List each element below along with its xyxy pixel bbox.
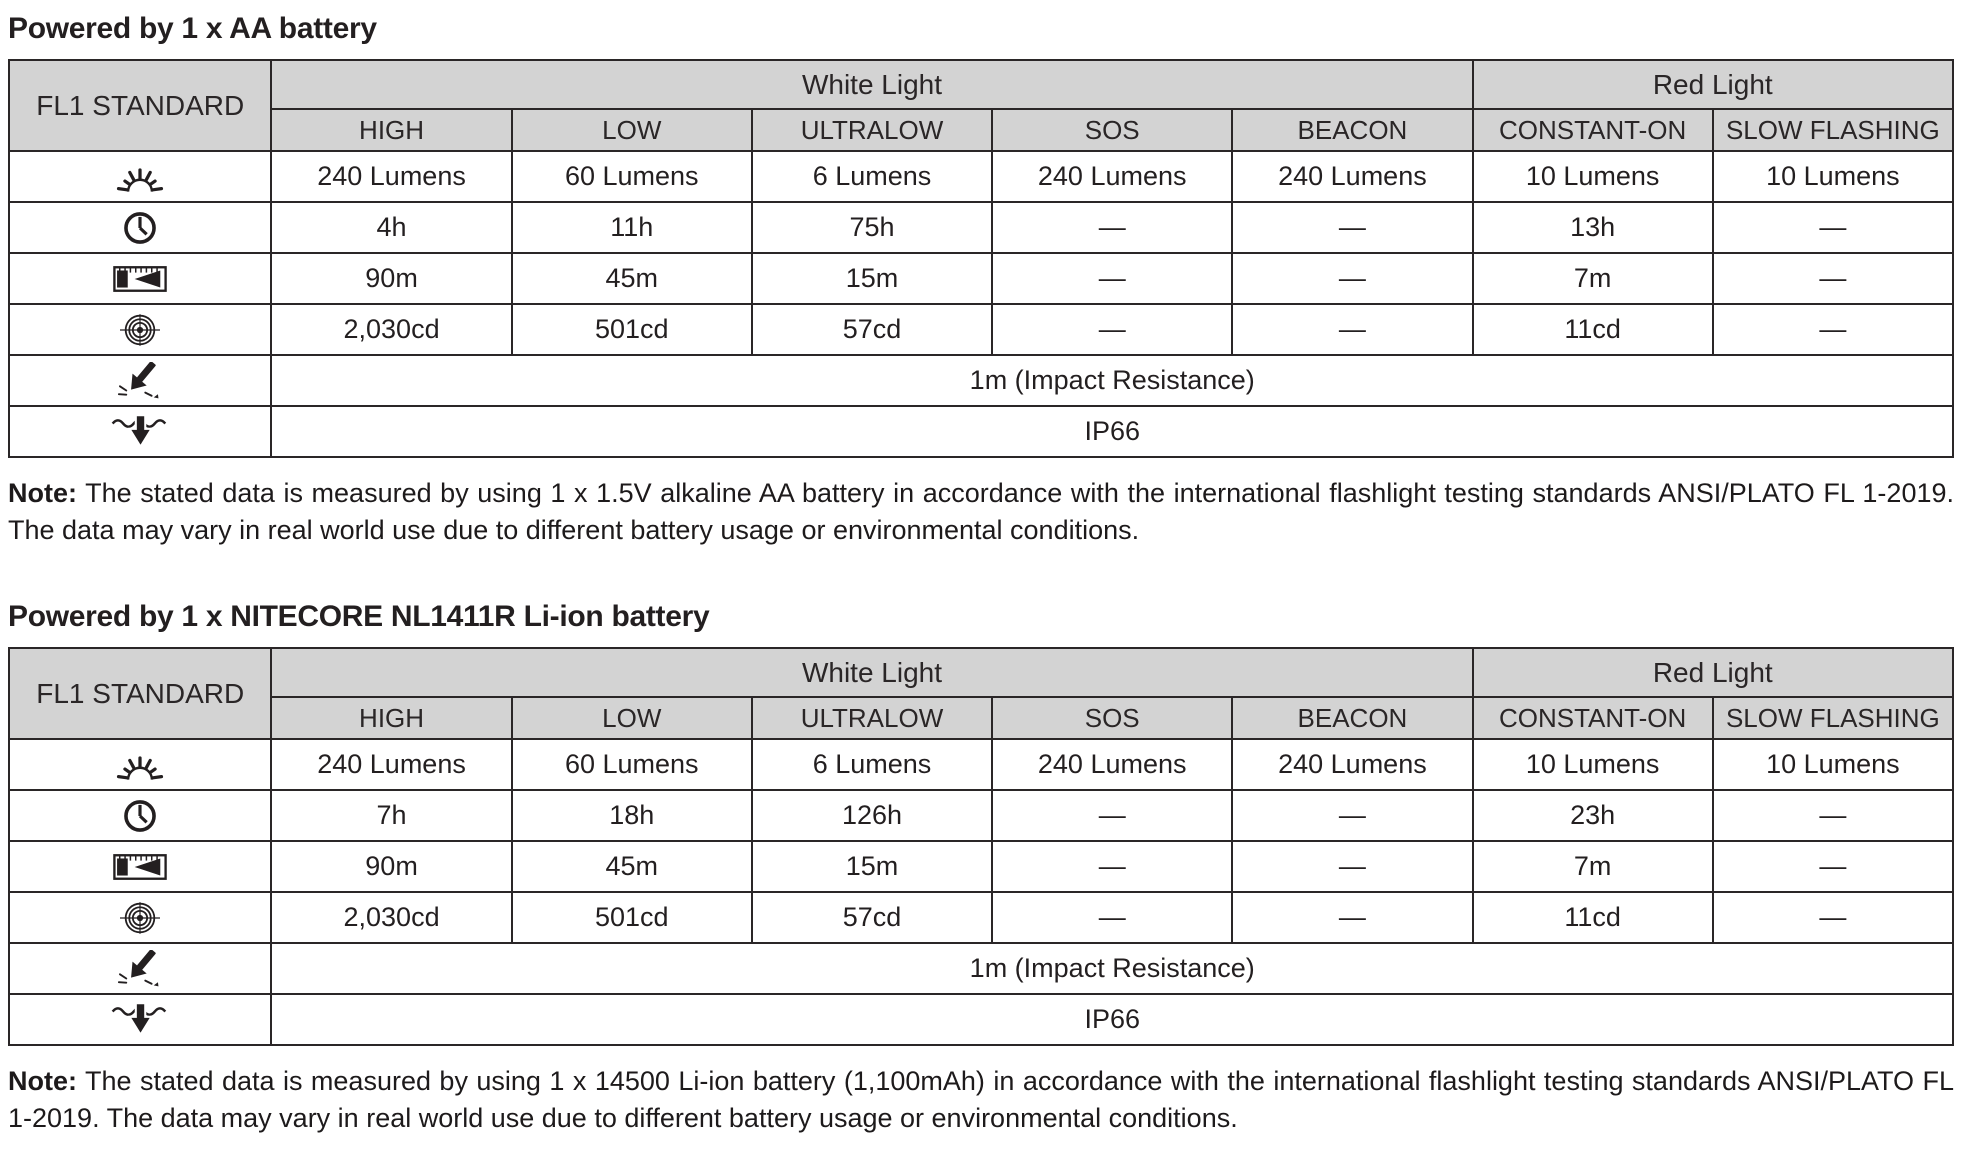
column-header-sos: SOS	[992, 697, 1232, 739]
spec-value-cell: 11h	[512, 202, 752, 253]
spec-value-cell: 7m	[1473, 253, 1713, 304]
footnote	[8, 1063, 1954, 1136]
table-column-header-row	[9, 109, 1953, 151]
beam-intensity-icon	[9, 892, 271, 943]
spec-value-cell: 45m	[512, 841, 752, 892]
runtime-icon	[9, 202, 271, 253]
spec-value-cell: —	[992, 790, 1232, 841]
table-row	[9, 841, 1953, 892]
footnote-label: Note:	[8, 478, 77, 508]
spec-value-cell: —	[1232, 304, 1472, 355]
spec-span-cell: 1m (Impact Resistance)	[271, 943, 1953, 994]
spec-value-cell: 10 Lumens	[1713, 739, 1953, 790]
spec-value-cell: 240 Lumens	[1232, 739, 1472, 790]
spec-value-cell: 2,030cd	[271, 304, 511, 355]
red-light-group-header: Red Light	[1473, 648, 1953, 697]
spec-value-cell: 75h	[752, 202, 992, 253]
column-header-high: HIGH	[271, 109, 511, 151]
table-row	[9, 892, 1953, 943]
spec-value-cell: —	[1713, 202, 1953, 253]
column-header-ultralow: ULTRALOW	[752, 109, 992, 151]
beam-intensity-icon	[9, 304, 271, 355]
table-row	[9, 994, 1953, 1045]
spec-span-cell: 1m (Impact Resistance)	[271, 355, 1953, 406]
spec-value-cell: 13h	[1473, 202, 1713, 253]
spec-value-cell: —	[1232, 841, 1472, 892]
spec-value-cell: 11cd	[1473, 304, 1713, 355]
column-header-beacon: BEACON	[1232, 109, 1472, 151]
waterproof-icon	[9, 994, 271, 1045]
spec-value-cell: —	[992, 841, 1232, 892]
spec-value-cell: 501cd	[512, 892, 752, 943]
waterproof-icon	[9, 406, 271, 457]
table-column-header-row	[9, 697, 1953, 739]
white-light-group-header: White Light	[271, 648, 1472, 697]
spec-value-cell: —	[1713, 790, 1953, 841]
table-row	[9, 355, 1953, 406]
spec-value-cell: 10 Lumens	[1473, 151, 1713, 202]
spec-value-cell: 2,030cd	[271, 892, 511, 943]
spec-value-cell: 60 Lumens	[512, 739, 752, 790]
column-header-low: LOW	[512, 697, 752, 739]
spec-value-cell: —	[992, 253, 1232, 304]
impact-resistance-icon	[9, 355, 271, 406]
runtime-icon	[9, 790, 271, 841]
spec-value-cell: —	[992, 892, 1232, 943]
spec-value-cell: 126h	[752, 790, 992, 841]
beam-distance-icon	[9, 253, 271, 304]
section-title: Powered by 1 x AA battery	[8, 12, 377, 45]
footnote	[8, 475, 1954, 548]
table-group-header-row	[9, 648, 1953, 697]
spec-value-cell: 23h	[1473, 790, 1713, 841]
spec-value-cell: 57cd	[752, 304, 992, 355]
spec-value-cell: —	[1232, 892, 1472, 943]
spec-value-cell: 15m	[752, 841, 992, 892]
red-light-group-header: Red Light	[1473, 60, 1953, 109]
spec-value-cell: —	[992, 202, 1232, 253]
spec-value-cell: 7h	[271, 790, 511, 841]
fl1-standard-corner-cell: FL1 STANDARD	[9, 648, 271, 739]
spec-value-cell: —	[1713, 892, 1953, 943]
spec-value-cell: —	[1232, 790, 1472, 841]
battery-spec-section-nl1411r	[8, 600, 1954, 1136]
column-header-constant-on: CONSTANT-ON	[1473, 697, 1713, 739]
spec-value-cell: 60 Lumens	[512, 151, 752, 202]
spec-value-cell: 240 Lumens	[1232, 151, 1472, 202]
spec-value-cell: 18h	[512, 790, 752, 841]
spec-value-cell: 6 Lumens	[752, 151, 992, 202]
table-row	[9, 739, 1953, 790]
spec-value-cell: 90m	[271, 841, 511, 892]
spec-value-cell: 10 Lumens	[1473, 739, 1713, 790]
column-header-sos: SOS	[992, 109, 1232, 151]
spec-value-cell: —	[1713, 253, 1953, 304]
column-header-constant-on: CONSTANT-ON	[1473, 109, 1713, 151]
table-group-header-row	[9, 60, 1953, 109]
column-header-beacon: BEACON	[1232, 697, 1472, 739]
table-row	[9, 406, 1953, 457]
column-header-slow-flashing: SLOW FLASHING	[1713, 697, 1953, 739]
spec-value-cell: 7m	[1473, 841, 1713, 892]
spec-value-cell: —	[1713, 304, 1953, 355]
spec-value-cell: —	[1232, 202, 1472, 253]
spec-value-cell: 240 Lumens	[992, 739, 1232, 790]
table-row	[9, 790, 1953, 841]
footnote-text: The stated data is measured by using 1 x 14500 Li-ion battery (1,100mAh) in accordance with the international flashlight testing standards ANSI/PLATO FL 1-2019. The data may vary in real world use due to different battery usage or environmental conditions.	[8, 1066, 1954, 1134]
section-title: Powered by 1 x NITECORE NL1411R Li-ion battery	[8, 600, 710, 634]
spec-value-cell: —	[992, 304, 1232, 355]
spec-span-cell: IP66	[271, 406, 1953, 457]
spec-value-cell: 15m	[752, 253, 992, 304]
column-header-low: LOW	[512, 109, 752, 151]
table-row	[9, 253, 1953, 304]
table-row	[9, 304, 1953, 355]
table-row	[9, 943, 1953, 994]
brightness-icon	[9, 151, 271, 202]
spec-value-cell: 240 Lumens	[271, 151, 511, 202]
spec-value-cell: —	[1713, 841, 1953, 892]
table-row	[9, 151, 1953, 202]
column-header-ultralow: ULTRALOW	[752, 697, 992, 739]
footnote-text: The stated data is measured by using 1 x 1.5V alkaline AA battery in accordance with the international flashlight testing standards ANSI/PLATO FL 1-2019. The data may vary in real world use due to different battery usage or environmental conditions.	[8, 478, 1954, 545]
spec-value-cell: 11cd	[1473, 892, 1713, 943]
fl1-standard-table	[8, 647, 1954, 1046]
beam-distance-icon	[9, 841, 271, 892]
battery-spec-section-aa	[8, 12, 1954, 548]
brightness-icon	[9, 739, 271, 790]
fl1-standard-table	[8, 59, 1954, 458]
spec-value-cell: —	[1232, 253, 1472, 304]
spec-value-cell: 4h	[271, 202, 511, 253]
footnote-label: Note:	[8, 1066, 77, 1097]
spec-value-cell: 501cd	[512, 304, 752, 355]
column-header-high: HIGH	[271, 697, 511, 739]
fl1-standard-corner-cell: FL1 STANDARD	[9, 60, 271, 151]
spec-value-cell: 10 Lumens	[1713, 151, 1953, 202]
table-row	[9, 202, 1953, 253]
column-header-slow-flashing: SLOW FLASHING	[1713, 109, 1953, 151]
spec-span-cell: IP66	[271, 994, 1953, 1045]
spec-value-cell: 240 Lumens	[271, 739, 511, 790]
spec-value-cell: 240 Lumens	[992, 151, 1232, 202]
spec-value-cell: 6 Lumens	[752, 739, 992, 790]
impact-resistance-icon	[9, 943, 271, 994]
white-light-group-header: White Light	[271, 60, 1472, 109]
spec-value-cell: 90m	[271, 253, 511, 304]
spec-value-cell: 57cd	[752, 892, 992, 943]
spec-value-cell: 45m	[512, 253, 752, 304]
